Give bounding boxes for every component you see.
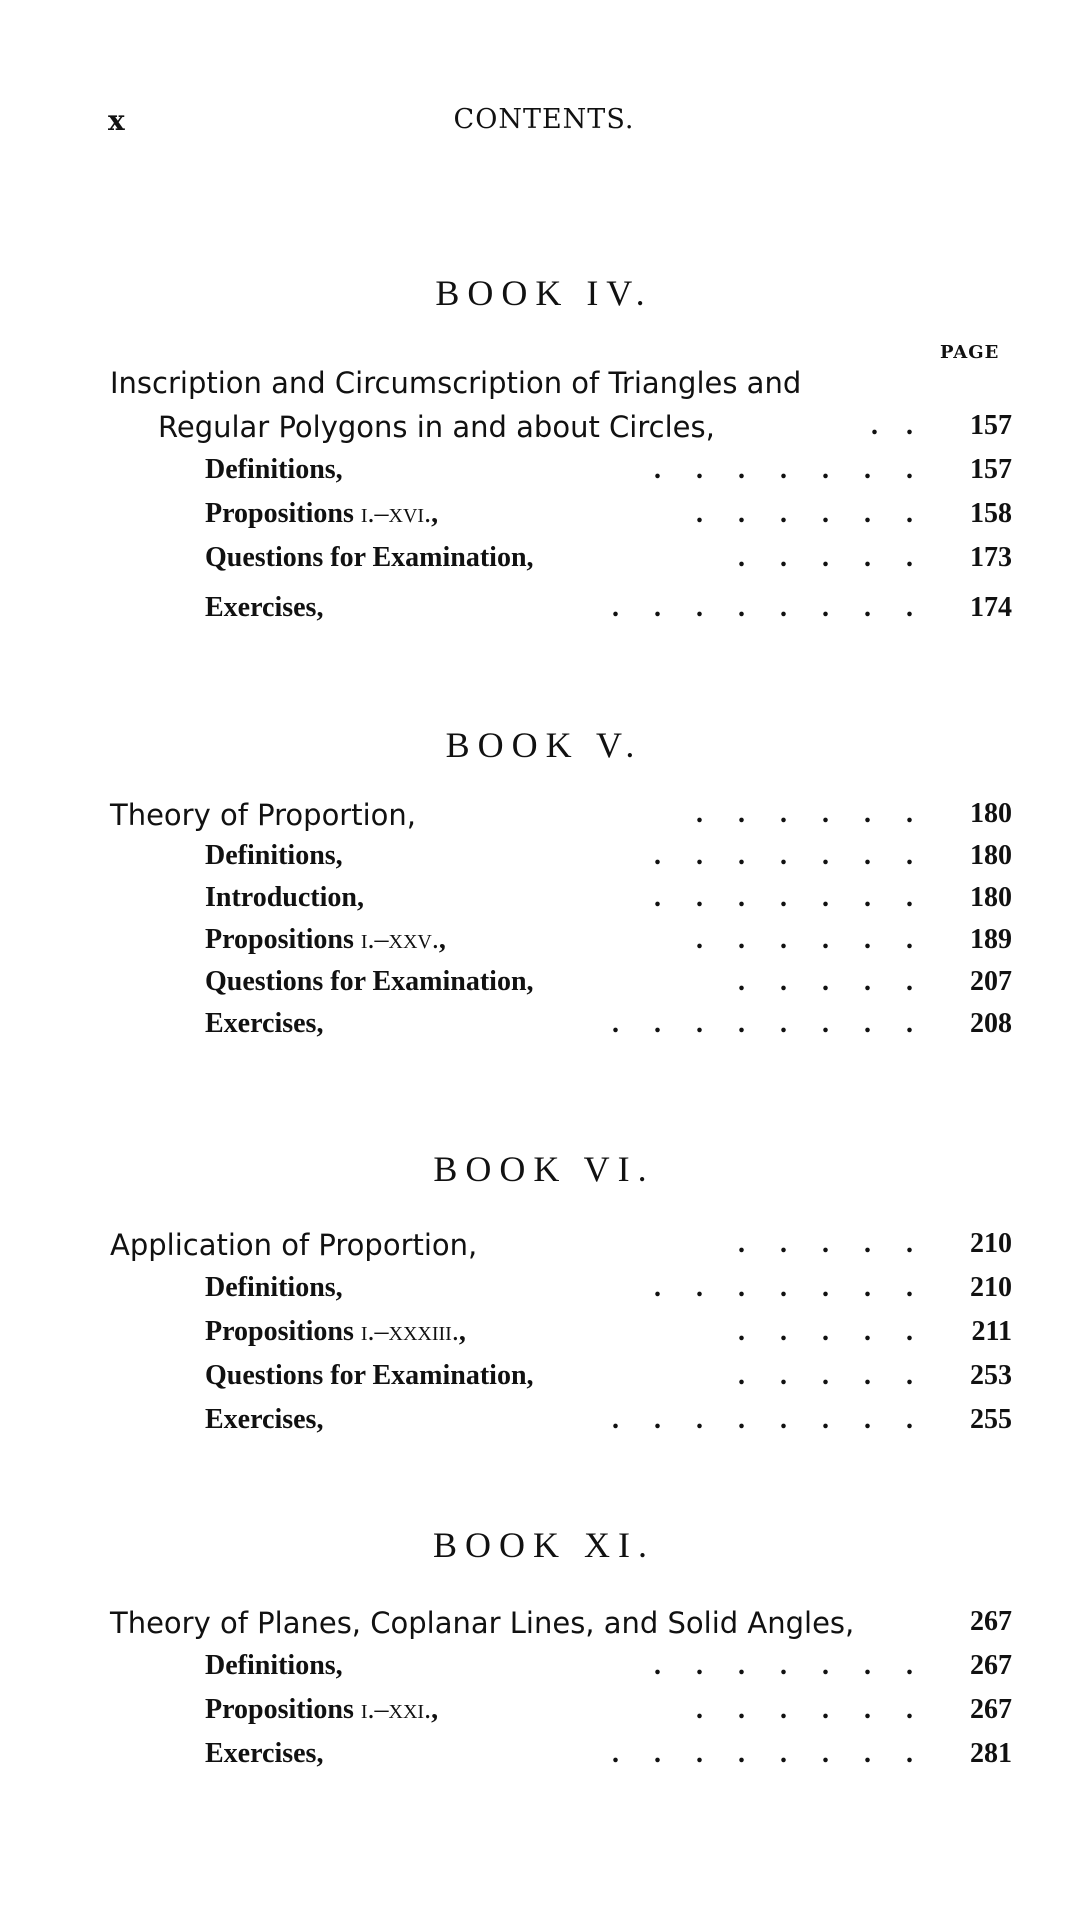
entry-label: Propositions i.–xxi., <box>205 1694 439 1725</box>
page-number: 157 <box>970 454 1012 485</box>
toc-main-entry[interactable] <box>0 1606 1088 1648</box>
toc-entry[interactable] <box>0 1738 1088 1780</box>
dot-leader: . . <box>871 410 913 441</box>
entry-label: Definitions, <box>205 840 343 871</box>
dot-leader: . . . . . <box>738 966 913 997</box>
page-number: 173 <box>970 542 1012 573</box>
page-number: 281 <box>970 1738 1012 1769</box>
entry-label: Exercises, <box>205 1738 324 1769</box>
page-number: 180 <box>970 798 1012 829</box>
dot-leader: . . . . . . . <box>654 454 913 485</box>
main-entry-label: Regular Polygons in and about Circles, <box>158 410 715 444</box>
page-number: 211 <box>971 1316 1012 1347</box>
entry-label: Exercises, <box>205 1008 324 1039</box>
toc-entry[interactable] <box>0 882 1088 924</box>
toc-entry[interactable] <box>0 1694 1088 1736</box>
entry-label: Definitions, <box>205 454 343 485</box>
entry-label: Propositions i.–xxv., <box>205 924 446 955</box>
page-header <box>0 104 1088 144</box>
entry-label: Definitions, <box>205 1650 343 1681</box>
book-title: BOOK VI. <box>433 1149 655 1189</box>
page-number: 210 <box>970 1228 1012 1259</box>
page-number: 158 <box>970 498 1012 529</box>
toc-entry[interactable] <box>0 966 1088 1008</box>
entry-label: Questions for Examination, <box>205 966 534 997</box>
dot-leader: . . . . . <box>738 1316 913 1347</box>
entry-label: Exercises, <box>205 592 324 623</box>
page-number: 267 <box>970 1650 1012 1681</box>
page-column-label: PAGE <box>940 342 1000 363</box>
dot-leader: . . . . . . . . <box>612 592 913 623</box>
toc-main-entry[interactable] <box>0 366 1088 408</box>
dot-leader: . . . . . . . <box>654 840 913 871</box>
main-entry-label: Inscription and Circumscription of Triangles and <box>110 366 802 400</box>
toc-entry[interactable] <box>0 840 1088 882</box>
toc-main-entry-continued[interactable] <box>0 410 1088 452</box>
toc-entry[interactable] <box>0 1316 1088 1358</box>
entry-label: Questions for Examination, <box>205 1360 534 1391</box>
entry-label: Introduction, <box>205 882 364 913</box>
dot-leader: . . . . . . <box>696 924 913 955</box>
dot-leader: . . . . . <box>738 542 913 573</box>
main-entry-label: Application of Proportion, <box>110 1228 478 1262</box>
toc-entry[interactable] <box>0 1650 1088 1692</box>
toc-entry[interactable] <box>0 542 1088 584</box>
entry-label: Questions for Examination, <box>205 542 534 573</box>
toc-entry[interactable] <box>0 1272 1088 1314</box>
toc-entry[interactable] <box>0 498 1088 540</box>
toc-entry[interactable] <box>0 924 1088 966</box>
dot-leader: . . . . . <box>738 1360 913 1391</box>
page-number: 210 <box>970 1272 1012 1303</box>
entry-label: Definitions, <box>205 1272 343 1303</box>
dot-leader: . . . . . . . <box>654 882 913 913</box>
book-title: BOOK IV. <box>435 273 653 313</box>
dot-leader: . . . . . . . . <box>612 1738 913 1769</box>
page-number: 180 <box>970 882 1012 913</box>
page-number: 180 <box>970 840 1012 871</box>
page-number: 189 <box>970 924 1012 955</box>
main-entry-label: Theory of Planes, Coplanar Lines, and Solid Angles, <box>110 1606 855 1640</box>
dot-leader: . . . . . . <box>696 798 913 829</box>
toc-entry[interactable] <box>0 1008 1088 1050</box>
book-title: BOOK V. <box>445 725 643 765</box>
page-number: 255 <box>970 1404 1012 1435</box>
toc-entry[interactable] <box>0 592 1088 634</box>
dot-leader: . . . . . . . <box>654 1650 913 1681</box>
toc-entry[interactable] <box>0 1360 1088 1402</box>
toc-main-entry[interactable] <box>0 1228 1088 1270</box>
toc-entry[interactable] <box>0 1404 1088 1446</box>
page-number: 267 <box>970 1606 1012 1637</box>
main-entry-label: Theory of Proportion, <box>110 798 417 832</box>
dot-leader: . . . . . . <box>696 1694 913 1725</box>
entry-label: Propositions i.–xvi., <box>205 498 439 529</box>
page-number: 207 <box>970 966 1012 997</box>
page-number: 208 <box>970 1008 1012 1039</box>
dot-leader: . . . . . . . <box>654 1272 913 1303</box>
page-number: x <box>108 104 125 137</box>
dot-leader: . . . . . . . . <box>612 1404 913 1435</box>
dot-leader: . . . . . . . . <box>612 1008 913 1039</box>
dot-leader: . . . . . . <box>696 498 913 529</box>
dot-leader: . . . . . <box>738 1228 913 1259</box>
entry-label: Propositions i.–xxxiii., <box>205 1316 466 1347</box>
page-number: 267 <box>970 1694 1012 1725</box>
page-number: 253 <box>970 1360 1012 1391</box>
entry-label: Exercises, <box>205 1404 324 1435</box>
page-number: 174 <box>970 592 1012 623</box>
toc-entry[interactable] <box>0 454 1088 496</box>
running-title: CONTENTS. <box>453 104 635 135</box>
page-number: 157 <box>970 410 1012 441</box>
toc-main-entry[interactable] <box>0 798 1088 840</box>
book-title: BOOK XI. <box>433 1525 655 1565</box>
